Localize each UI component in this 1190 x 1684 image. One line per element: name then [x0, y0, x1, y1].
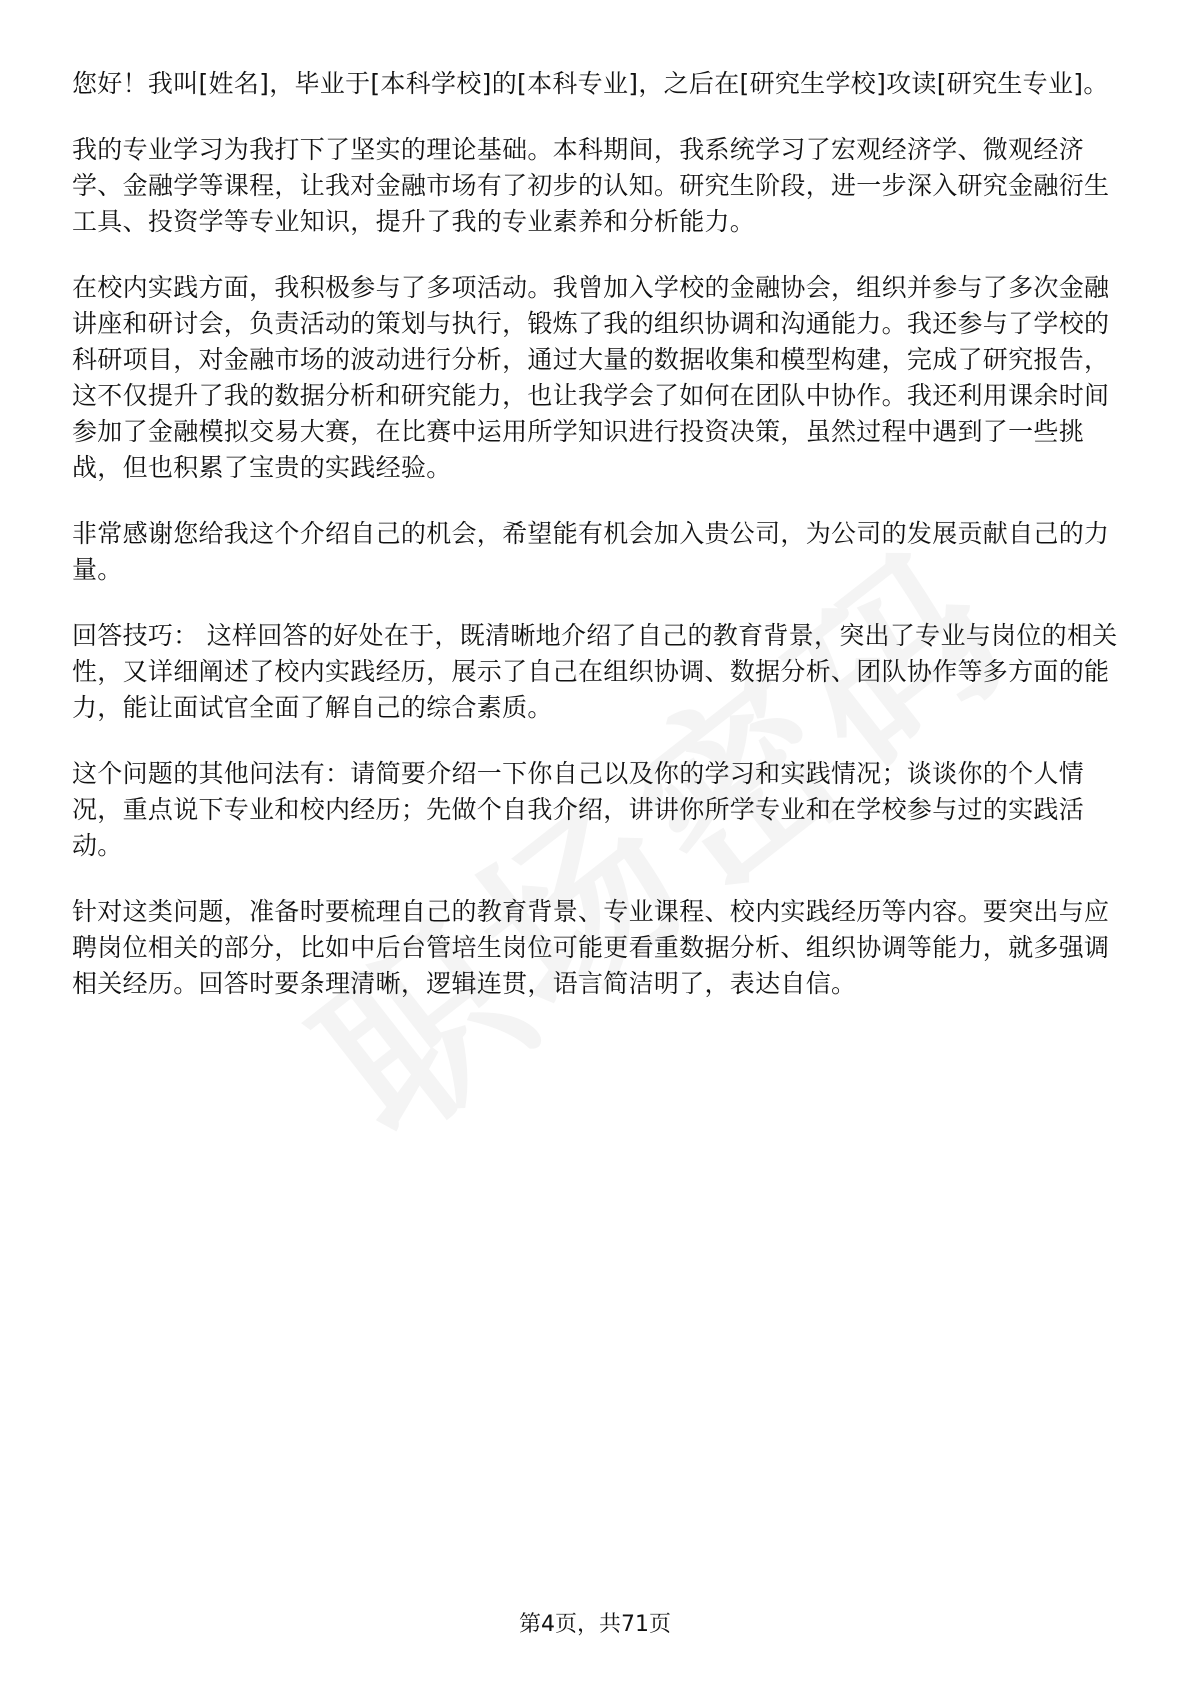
- paragraph-intro: 您好！我叫[姓名]，毕业于[本科学校]的[本科专业]，之后在[研究生学校]攻读[研究生专业]。: [72, 69, 1109, 98]
- page-number: 第4页，共71页: [519, 1612, 671, 1637]
- paragraph-tips: 回答技巧： 这样回答的好处在于，既清晰地介绍了自己的教育背景，突出了专业与岗位的相关性，又详细阐述了校内实践经历，展示了自己在组织协调、数据分析、团队协作等多方面的能力，能让面试官全面了解自己的综合素质。: [72, 621, 1118, 722]
- paragraph-practice: 在校内实践方面，我积极参与了多项活动。我曾加入学校的金融协会，组织并参与了多次金融讲座和研讨会，负责活动的策划与执行，锻炼了我的组织协调和沟通能力。我还参与了学校的科研项目，对金融市场的波动进行分析，通过大量的数据收集和模型构建，完成了研究报告，这不仅提升了我的数据分析和研究能力，也让我学会了如何在团队中协作。我还利用课余时间参加了金融模拟交易大赛，在比赛中运用所学知识进行投资决策，虽然过程中遇到了一些挑战，但也积累了宝贵的实践经验。: [72, 273, 1110, 482]
- paragraph-thanks: 非常感谢您给我这个介绍自己的机会，希望能有机会加入贵公司，为公司的发展贡献自己的力量。: [72, 519, 1110, 584]
- paragraph-alternatives: 这个问题的其他问法有：请简要介绍一下你自己以及你的学习和实践情况；谈谈你的个人情况，重点说下专业和校内经历；先做个自我介绍，讲讲你所学专业和在学校参与过的实践活动。: [72, 759, 1085, 860]
- paragraph-preparation: 针对这类问题，准备时要梳理自己的教育背景、专业课程、校内实践经历等内容。要突出与应聘岗位相关的部分，比如中后台管培生岗位可能更看重数据分析、组织协调等能力，就多强调相关经历。回答时要条理清晰，逻辑连贯，语言简洁明了，表达自信。: [72, 897, 1110, 998]
- paragraph-study: 我的专业学习为我打下了坚实的理论基础。本科期间，我系统学习了宏观经济学、微观经济学、金融学等课程，让我对金融市场有了初步的认知。研究生阶段，进一步深入研究金融衍生工具、投资学等专业知识，提升了我的专业素养和分析能力。: [72, 135, 1110, 236]
- document-body: [72, 66, 1122, 1032]
